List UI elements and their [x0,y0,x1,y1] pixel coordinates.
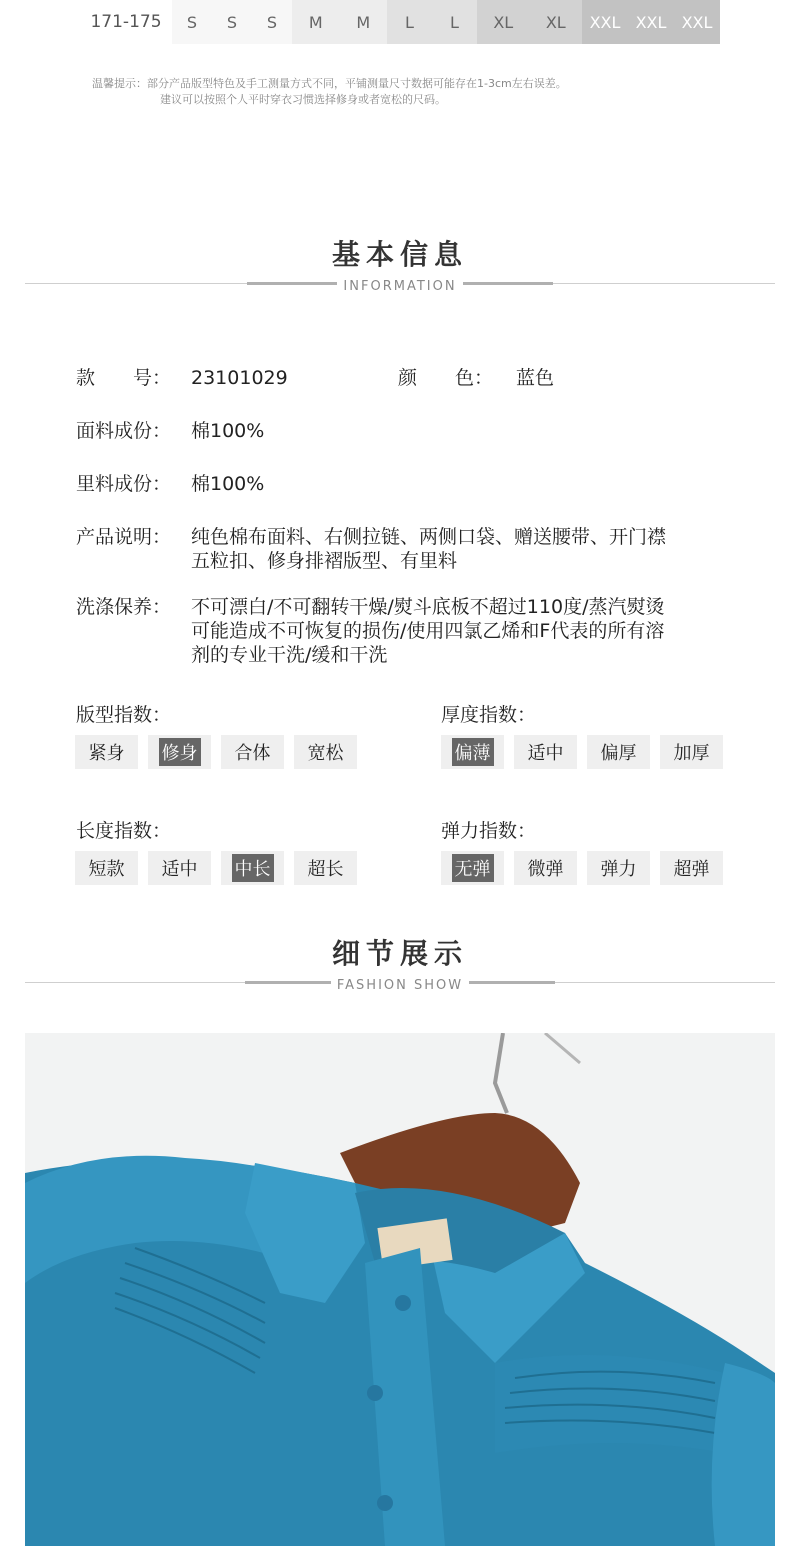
length-option [294,851,357,885]
option-text: 偏薄 [452,738,494,766]
option-text: 加厚 [673,743,710,764]
info-label: 洗涤保养： [76,596,172,618]
elasticity-option [514,851,577,885]
fit-option [294,735,357,769]
info-row-style [76,366,726,390]
button [395,1295,411,1311]
section-header-detail [25,932,775,992]
size-cell: XL [493,12,514,32]
option-text: 适中 [527,743,564,764]
shirt-shoulder-right [495,1355,725,1453]
info-label: 产品说明： [76,526,172,548]
fit-option-selected [148,735,211,769]
size-tip-line: 建议可以按照个人平时穿衣习惯选择修身或者宽松的尺码。 [160,93,446,106]
fit-index-label: 版型指数： [76,704,172,726]
option-text: 超长 [307,859,344,880]
option-text: 宽松 [307,743,344,764]
info-value: 蓝色 [516,367,555,389]
section-subtitle: INFORMATION [337,278,462,296]
info-label: 面料成份： [76,420,172,442]
size-cell: S [266,12,278,32]
shirt-illustration [25,1033,775,1546]
size-tip [92,76,567,108]
elasticity-option-selected [441,851,504,885]
option-text: 适中 [161,859,198,880]
hanger-hook [495,1033,507,1113]
height-cell: 171-175 [80,0,172,44]
elasticity-index-options [441,851,723,885]
option-text: 微弹 [527,859,564,880]
thickness-option [587,735,650,769]
length-option-selected [221,851,284,885]
size-cell: XL [545,12,566,32]
option-text: 修身 [159,738,201,766]
length-index-options [75,851,357,885]
section-subtitle: FASHION SHOW [331,977,469,995]
info-value-line: 纯色棉布面料、右侧拉链、两侧口袋、赠送腰带、开门襟 [191,526,667,548]
option-text: 偏厚 [600,743,637,764]
info-value-line: 五粒扣、修身排褶版型、有里料 [191,550,458,572]
size-cell: XXL [681,12,713,32]
size-table-row [80,0,720,44]
fit-option [221,735,284,769]
divider-accent [247,282,337,285]
length-option [75,851,138,885]
fit-option [75,735,138,769]
info-value: 棉100% [191,420,265,442]
info-label: 款 号： [76,367,172,389]
info-row-care [76,595,726,667]
divider-accent [465,981,555,984]
info-row-description [76,525,726,573]
size-cell: M [308,12,323,32]
option-text: 超弹 [673,859,710,880]
button [367,1385,383,1401]
elasticity-option [660,851,723,885]
info-row-lining [76,472,726,496]
size-table [80,0,720,44]
size-cell: S [226,12,238,32]
thickness-option-selected [441,735,504,769]
info-label: 颜 色： [398,367,494,389]
shirt-sleeve-right [712,1363,775,1546]
size-cell: XXL [635,12,667,32]
info-value-line: 可能造成不可恢复的损伤/使用四氯乙烯和F代表的所有溶 [191,620,665,642]
length-index-label: 长度指数： [76,820,172,842]
size-cell: S [186,12,198,32]
option-text: 弹力 [600,859,637,880]
info-value-line: 剂的专业干洗/缓和干洗 [191,644,388,666]
divider-accent [463,282,553,285]
info-value: 棉100% [191,473,265,495]
elasticity-index-label: 弹力指数： [441,820,537,842]
option-text: 短款 [88,859,125,880]
size-cell: M [356,12,371,32]
thickness-option [514,735,577,769]
thickness-index-options [441,735,723,769]
section-header-information [25,233,775,293]
size-cell: L [450,12,459,32]
fit-index-options [75,735,357,769]
info-value-line: 不可漂白/不可翻转干燥/熨斗底板不超过110度/蒸汽熨烫 [191,596,665,618]
thickness-index-label: 厚度指数： [441,704,537,726]
section-title: 基本信息 [331,238,468,271]
option-text: 中长 [232,854,274,882]
option-text: 无弹 [452,854,494,882]
info-label: 里料成份： [76,473,172,495]
length-option [148,851,211,885]
elasticity-option [587,851,650,885]
divider-accent [245,981,335,984]
option-text: 紧身 [88,743,125,764]
product-detail-photo [25,1033,775,1546]
thickness-option [660,735,723,769]
button [377,1495,393,1511]
option-text: 合体 [234,743,271,764]
section-title: 细节展示 [331,937,468,970]
info-value: 23101029 [191,367,288,389]
hanger-hook-shadow [545,1033,580,1063]
size-tip-line: 温馨提示：部分产品版型特色及手工测量方式不同，平铺测量尺寸数据可能存在1-3cm左右误差。 [92,77,567,90]
size-cell: XXL [589,12,621,32]
info-row-fabric [76,419,726,443]
size-cell: L [405,12,414,32]
